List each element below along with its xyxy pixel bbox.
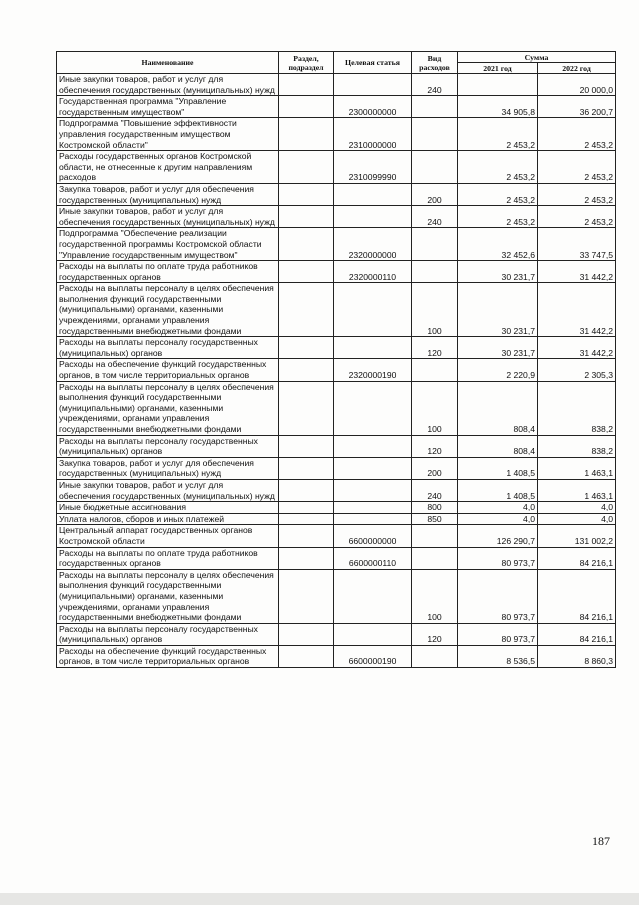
row-section-cell [279,513,334,525]
row-sum-2021-cell: 32 452,6 [458,228,538,261]
row-sum-2022-cell: 36 200,7 [538,96,616,118]
row-section-cell [279,381,334,435]
row-target-cell [334,183,412,205]
table-row [57,151,616,184]
table-row [57,261,616,283]
row-target-cell: 2310000000 [334,118,412,151]
page-number: 187 [592,834,610,848]
row-expense-type-cell: 120 [412,623,458,645]
row-expense-type-cell [412,96,458,118]
row-sum-2021-cell: 4,0 [458,502,538,514]
row-expense-type-cell: 240 [412,479,458,501]
row-section-cell [279,118,334,151]
row-name-cell: Закупка товаров, работ и услуг для обеспечения государственных (муниципальных) нужд [57,457,279,479]
table-row [57,381,616,435]
table-row [57,206,616,228]
row-section-cell [279,261,334,283]
row-sum-2021-cell: 4,0 [458,513,538,525]
row-expense-type-cell: 100 [412,283,458,337]
row-name-cell: Иные закупки товаров, работ и услуг для обеспечения государственных (муниципальных) нужд [57,206,279,228]
row-sum-2022-cell: 2 453,2 [538,206,616,228]
header-expense-type: Вид расходов [412,52,458,74]
header-year-2022: 2022 год [538,63,616,74]
row-section-cell [279,457,334,479]
row-section-cell [279,623,334,645]
row-name-cell: Расходы государственных органов Костромской области, не отнесенные к другим направлениям расходов [57,151,279,184]
row-expense-type-cell: 240 [412,74,458,96]
row-name-cell: Расходы на выплаты по оплате труда работников государственных органов [57,261,279,283]
row-expense-type-cell: 800 [412,502,458,514]
row-sum-2021-cell: 2 453,2 [458,151,538,184]
row-sum-2022-cell: 4,0 [538,513,616,525]
row-name-cell: Расходы на выплаты персоналу в целях обеспечения выполнения функций государственными (муниципальными) органами, казенными учреждениями, органами управления государственными внебюджетными фондами [57,569,279,623]
row-target-cell [334,381,412,435]
row-name-cell: Закупка товаров, работ и услуг для обеспечения государственных (муниципальных) нужд [57,183,279,205]
row-expense-type-cell: 240 [412,206,458,228]
table-row [57,283,616,337]
row-name-cell: Расходы на выплаты персоналу государственных (муниципальных) органов [57,623,279,645]
row-sum-2021-cell: 2 220,9 [458,359,538,381]
row-sum-2022-cell: 20 000,0 [538,74,616,96]
row-expense-type-cell: 850 [412,513,458,525]
row-sum-2021-cell: 126 290,7 [458,525,538,547]
row-sum-2022-cell: 2 453,2 [538,183,616,205]
row-target-cell [334,623,412,645]
row-sum-2021-cell: 808,4 [458,381,538,435]
row-name-cell: Расходы на обеспечение функций государственных органов, в том числе территориальных органов [57,359,279,381]
row-section-cell [279,206,334,228]
row-sum-2022-cell: 1 463,1 [538,457,616,479]
header-section: Раздел, подраздел [279,52,334,74]
row-section-cell [279,435,334,457]
row-section-cell [279,283,334,337]
row-sum-2022-cell: 84 216,1 [538,547,616,569]
row-sum-2021-cell: 80 973,7 [458,547,538,569]
row-name-cell: Иные бюджетные ассигнования [57,502,279,514]
row-target-cell: 2320000110 [334,261,412,283]
row-expense-type-cell [412,645,458,667]
row-target-cell: 6600000000 [334,525,412,547]
table-row [57,74,616,96]
row-section-cell [279,183,334,205]
row-sum-2022-cell: 131 002,2 [538,525,616,547]
row-section-cell [279,337,334,359]
row-target-cell: 6600000110 [334,547,412,569]
table-row [57,645,616,667]
row-section-cell [279,74,334,96]
row-target-cell: 2320000000 [334,228,412,261]
row-target-cell [334,479,412,501]
row-sum-2022-cell: 84 216,1 [538,623,616,645]
row-section-cell [279,228,334,261]
row-sum-2021-cell: 30 231,7 [458,261,538,283]
row-expense-type-cell [412,359,458,381]
row-section-cell [279,502,334,514]
row-name-cell: Расходы на выплаты персоналу в целях обеспечения выполнения функций государственными (муниципальными) органами, казенными учреждениями, органами управления государственными внебюджетными фондами [57,283,279,337]
row-section-cell [279,96,334,118]
row-sum-2022-cell: 8 860,3 [538,645,616,667]
row-expense-type-cell [412,118,458,151]
table-row [57,457,616,479]
row-section-cell [279,525,334,547]
row-sum-2021-cell: 80 973,7 [458,569,538,623]
row-section-cell [279,569,334,623]
row-section-cell [279,547,334,569]
table-row [57,525,616,547]
row-section-cell [279,359,334,381]
row-sum-2022-cell: 33 747,5 [538,228,616,261]
header-year-2021: 2021 год [458,63,538,74]
row-sum-2021-cell: 34 905,8 [458,96,538,118]
row-name-cell: Государственная программа "Управление государственным имуществом" [57,96,279,118]
row-target-cell [334,337,412,359]
header-target: Целевая статья [334,52,412,74]
table-row [57,623,616,645]
row-name-cell: Расходы на выплаты персоналу государственных (муниципальных) органов [57,435,279,457]
table-row [57,337,616,359]
row-expense-type-cell [412,525,458,547]
row-sum-2021-cell: 2 453,2 [458,183,538,205]
row-sum-2022-cell: 838,2 [538,381,616,435]
row-expense-type-cell: 120 [412,337,458,359]
row-target-cell [334,283,412,337]
table-row [57,183,616,205]
row-target-cell: 2300000000 [334,96,412,118]
table-row [57,513,616,525]
row-sum-2021-cell: 1 408,5 [458,479,538,501]
row-expense-type-cell [412,261,458,283]
row-target-cell [334,206,412,228]
row-name-cell: Центральный аппарат государственных органов Костромской области [57,525,279,547]
table-row [57,569,616,623]
table-row [57,479,616,501]
row-sum-2022-cell: 31 442,2 [538,283,616,337]
row-sum-2022-cell: 4,0 [538,502,616,514]
row-target-cell: 6600000190 [334,645,412,667]
row-sum-2022-cell: 84 216,1 [538,569,616,623]
row-target-cell [334,502,412,514]
row-target-cell [334,457,412,479]
table-row [57,118,616,151]
row-sum-2021-cell: 80 973,7 [458,623,538,645]
row-sum-2022-cell: 31 442,2 [538,337,616,359]
row-sum-2021-cell: 30 231,7 [458,283,538,337]
row-name-cell: Расходы на обеспечение функций государственных органов, в том числе территориальных органов [57,645,279,667]
row-sum-2022-cell: 31 442,2 [538,261,616,283]
row-sum-2021-cell [458,74,538,96]
table-row [57,96,616,118]
row-name-cell: Расходы на выплаты персоналу в целях обеспечения выполнения функций государственными (муниципальными) органами, казенными учреждениями, органами управления государственными внебюджетными фондами [57,381,279,435]
row-expense-type-cell [412,228,458,261]
row-name-cell: Расходы на выплаты персоналу государственных (муниципальных) органов [57,337,279,359]
table-header [57,52,616,74]
row-sum-2021-cell: 8 536,5 [458,645,538,667]
row-name-cell: Подпрограмма "Обеспечение реализации государственной программы Костромской области "Управление государственным имуществом" [57,228,279,261]
row-expense-type-cell: 100 [412,569,458,623]
row-name-cell: Уплата налогов, сборов и иных платежей [57,513,279,525]
row-sum-2021-cell: 2 453,2 [458,206,538,228]
row-name-cell: Подпрограмма "Повышение эффективности управления государственным имуществом Костромской области" [57,118,279,151]
row-expense-type-cell: 200 [412,457,458,479]
row-target-cell [334,513,412,525]
row-expense-type-cell: 200 [412,183,458,205]
row-name-cell: Иные закупки товаров, работ и услуг для обеспечения государственных (муниципальных) нужд [57,479,279,501]
row-target-cell [334,435,412,457]
row-sum-2022-cell: 838,2 [538,435,616,457]
row-expense-type-cell [412,547,458,569]
row-target-cell: 2310099990 [334,151,412,184]
row-target-cell: 2320000190 [334,359,412,381]
row-expense-type-cell: 100 [412,381,458,435]
row-section-cell [279,151,334,184]
row-sum-2021-cell: 1 408,5 [458,457,538,479]
table-row [57,547,616,569]
table-body [57,74,616,668]
row-name-cell: Иные закупки товаров, работ и услуг для обеспечения государственных (муниципальных) нужд [57,74,279,96]
table-row [57,228,616,261]
row-sum-2021-cell: 2 453,2 [458,118,538,151]
row-expense-type-cell [412,151,458,184]
row-expense-type-cell: 120 [412,435,458,457]
row-sum-2022-cell: 2 305,3 [538,359,616,381]
table-row [57,502,616,514]
header-sum: Сумма [458,52,616,63]
row-sum-2022-cell: 2 453,2 [538,118,616,151]
row-section-cell [279,645,334,667]
row-sum-2021-cell: 30 231,7 [458,337,538,359]
row-target-cell [334,569,412,623]
row-target-cell [334,74,412,96]
row-sum-2021-cell: 808,4 [458,435,538,457]
row-sum-2022-cell: 2 453,2 [538,151,616,184]
row-section-cell [279,479,334,501]
row-sum-2022-cell: 1 463,1 [538,479,616,501]
row-name-cell: Расходы на выплаты по оплате труда работников государственных органов [57,547,279,569]
table-row [57,359,616,381]
table-row [57,435,616,457]
budget-table [56,51,616,668]
scan-footer-band [0,893,639,905]
header-name: Наименование [57,52,279,74]
